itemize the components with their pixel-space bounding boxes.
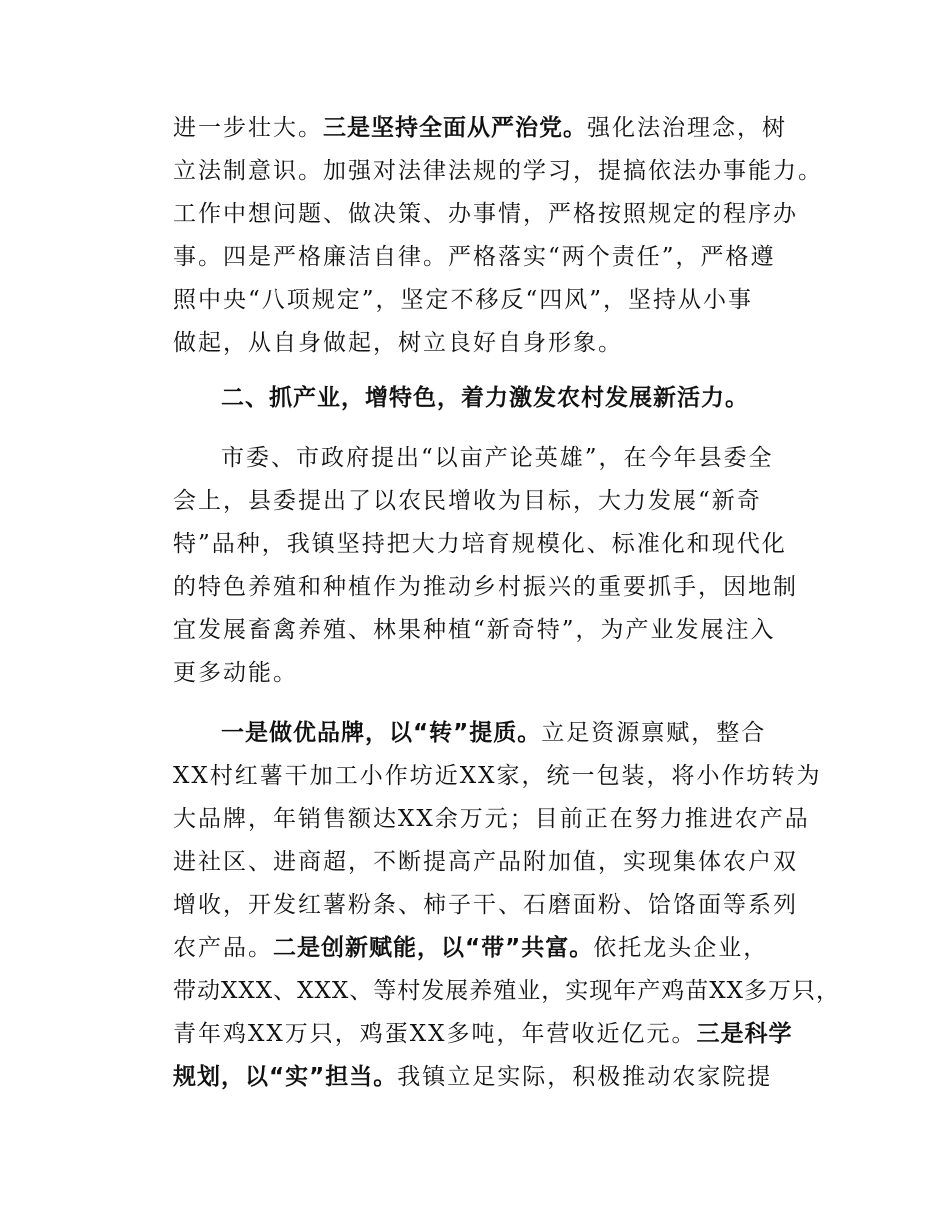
- paragraph-line: XX村红薯干加工小作坊近XX家，统一包装，将小作坊转为: [173, 763, 822, 789]
- paragraph-line: 特”品种，我镇坚持把大力培育规模化、标准化和现代化: [173, 531, 787, 557]
- paragraph-line: 照中央“八项规定”，坚定不移反“四风”，坚持从小事: [173, 287, 754, 313]
- paragraph-line: 会上，县委提出了以农民增收为目标，大力发展“新奇: [173, 488, 762, 514]
- bold-phrase: 规划，以“实”担当。: [173, 1064, 398, 1090]
- paragraph-line: 更多动能。: [173, 660, 298, 686]
- bold-phrase: 三是科学: [696, 1021, 793, 1047]
- bold-phrase: 二是创新赋能，以“带”共富。: [273, 935, 594, 961]
- section-heading: 二、抓产业，增特色，着力激发农村发展新活力。: [221, 385, 749, 411]
- paragraph-line: 宜发展畜禽养殖、林果种植“新奇特”，为产业发展注入: [173, 617, 776, 643]
- paragraph-line: [173, 926, 768, 970]
- paragraph-line: [221, 711, 766, 755]
- paragraph-line: 增收，开发红薯粉条、柿子干、石磨面粉、饸饹面等系列: [173, 892, 798, 918]
- paragraph-line: 立法制意识。加强对法律法规的学习，提搞依法办事能力。: [173, 158, 823, 184]
- paragraph-line: 的特色养殖和种植作为推动乡村振兴的重要抓手，因地制: [173, 574, 798, 600]
- text-run: 我镇立足实际，积极推动农家院提: [397, 1064, 773, 1090]
- paragraph-line: 大品牌，年销售额达XX余万元；目前正在努力推进农产品: [173, 806, 810, 832]
- paragraph-line: [173, 106, 787, 150]
- text-run: 立足资源禀赋，整合: [541, 720, 767, 746]
- paragraph-line: 事。四是严格廉洁自律。严格落实“两个责任”，严格遵: [173, 244, 776, 270]
- paragraph-line: 进社区、进商超，不断提高产品附加值，实现集体农户双: [173, 849, 798, 875]
- paragraph-line: 做起，从自身做起，树立良好自身形象。: [173, 330, 623, 356]
- paragraph-line: 带动XXX、XXX、等村发展养殖业，实现年产鸡苗XX多万只，: [173, 978, 840, 1004]
- text-run: 强化法治理念，树: [587, 115, 787, 141]
- bold-phrase: 一是做优品牌，以“转”提质。: [221, 720, 542, 746]
- text-run: 青年鸡XX万只，鸡蛋XX多吨，年营收近亿元。: [173, 1021, 697, 1047]
- paragraph-line: 市委、市政府提出“以亩产论英雄”，在今年县委全: [221, 445, 774, 471]
- text-run: 进一步壮大。: [173, 115, 323, 141]
- bold-phrase: 三是坚持全面从严治党。: [323, 115, 587, 141]
- paragraph-line: [173, 1012, 793, 1056]
- text-run: 依托龙头企业，: [593, 935, 769, 961]
- paragraph-line: [173, 1055, 772, 1099]
- text-run: 农产品。: [173, 935, 273, 961]
- paragraph-line: 工作中想问题、做决策、办事情，严格按照规定的程序办: [173, 201, 798, 227]
